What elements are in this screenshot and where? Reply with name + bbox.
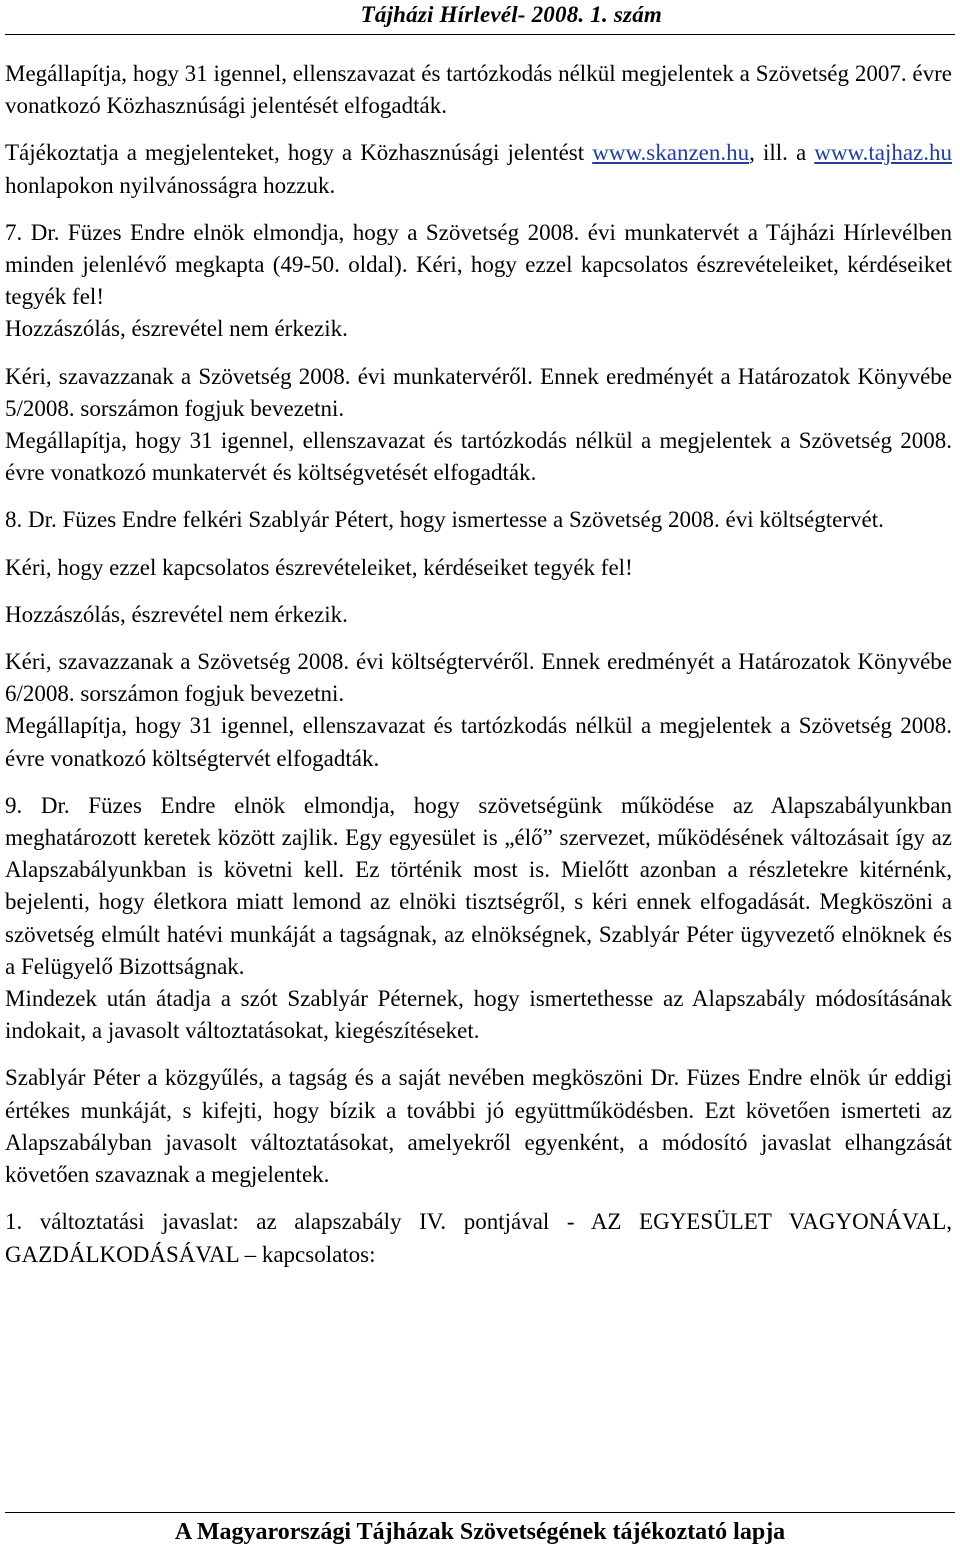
link-tajhaz[interactable]: www.tajhaz.hu [814,140,952,166]
paragraph-publication-info [5,137,952,201]
paragraph-no-comments: Hozzászólás, észrevétel nem érkezik. [5,316,348,342]
paragraph-request-comments: Kéri, hogy ezzel kapcsolatos észrevételeiket, kérdéseiket tegyék fel! [5,554,633,580]
paragraph-proposal-1: 1. változtatási javaslat: az alapszabály IV. pontjával - AZ EGYESÜLET VAGYONÁVAL, GAZDÁLKODÁSÁVAL – kapcsolatos: [5,1209,952,1267]
link-skanzen[interactable]: www.skanzen.hu [592,140,750,166]
paragraph-item-9: 9. Dr. Füzes Endre elnök elmondja, hogy szövetségünk működése az Alapszabályunkban meghatározott keretek között zajlik. Egy egyesület is „élő” szervezet, működésének változásait így az Alapszabályunkban is követni kell. Ez történik most is. Mielőtt azonban a részletekre kitérnénk, bejelenti, hogy életkora miatt lemond az elnöki tisztségről, s kéri ennek elfogadását. Megköszöni a szövetség elmúlt hatévi munkáját a tagságnak, az elnökségnek, Szablyár Péter ügyvezető elnöknek és a Felügyelő Bizottságnak. [5,792,952,979]
paragraph-vote-budget: Kéri, szavazzanak a Szövetség 2008. évi költségtervéről. Ennek eredményét a Határozatok Könyvébe 6/2008. sorszámon fogjuk bevezetni. [5,649,952,707]
paragraph-no-comments-2: Hozzászólás, észrevétel nem érkezik. [5,601,348,627]
paragraph-vote-workplan: Kéri, szavazzanak a Szövetség 2008. évi munkatervéről. Ennek eredményét a Határozatok Könyvébe 5/2008. sorszámon fogjuk bevezetni. [5,363,952,421]
paragraph-thanks: Szablyár Péter a közgyűlés, a tagság és a saját nevében megköszöni Dr. Füzes Endre elnök úr eddigi értékes munkáját, s kifejti, hogy bízik a további jó együttműködésben. Ezt követően ismerteti az Alapszabályban javasolt változtatásokat, amelyekről egyenként, a módosító javaslat elhangzását követően szavaznak a megjelentek. [5,1065,952,1188]
document-body [5,58,952,1271]
paragraph-approval-2007: Megállapítja, hogy 31 igennel, ellenszavazat és tartózkodás nélkül megjelentek a Szövetség 2007. évre vonatkozó Közhasznúsági jelentését elfogadták. [5,61,952,119]
header-divider [5,34,955,35]
paragraph-approval-budget: Megállapítja, hogy 31 igennel, ellenszavazat és tartózkodás nélkül a megjelentek a Szövetség 2008. évre vonatkozó költségtervét elfogadták. [5,713,952,771]
page-header [0,0,960,34]
paragraph-approval-workplan: Megállapítja, hogy 31 igennel, ellenszavazat és tartózkodás nélkül a megjelentek a Szövetség 2008. évre vonatkozó munkatervét és költségvetését elfogadták. [5,428,952,486]
text-segment: honlapokon nyilvánosságra hozzuk. [5,172,336,198]
newsletter-title: Tájházi Hírlevél- 2008. 1. szám [360,2,662,27]
paragraph-item-8: 8. Dr. Füzes Endre felkéri Szablyár Pétert, hogy ismertesse a Szövetség 2008. évi költségtervét. [5,507,884,533]
text-segment: , ill. a [749,140,815,166]
footer-title: A Magyarországi Tájházak Szövetségének tájékoztató lapja [174,1519,786,1545]
paragraph-item-7: 7. Dr. Füzes Endre elnök elmondja, hogy a Szövetség 2008. évi munkatervét a Tájházi Hírlevélben minden jelenlévő megkapta (49-50. oldal). Kéri, hogy ezzel kapcsolatos észrevételeiket, kérdéseiket tegyék fel! [5,219,952,310]
footer-divider [5,1512,955,1513]
text-segment: Tájékoztatja a megjelenteket, hogy a Közhasznúsági jelentést [5,140,593,166]
paragraph-handover: Mindezek után átadja a szót Szablyár Péternek, hogy ismertethesse az Alapszabály módosításának indokait, a javasolt változtatásokat, kiegészítéseket. [5,986,952,1044]
